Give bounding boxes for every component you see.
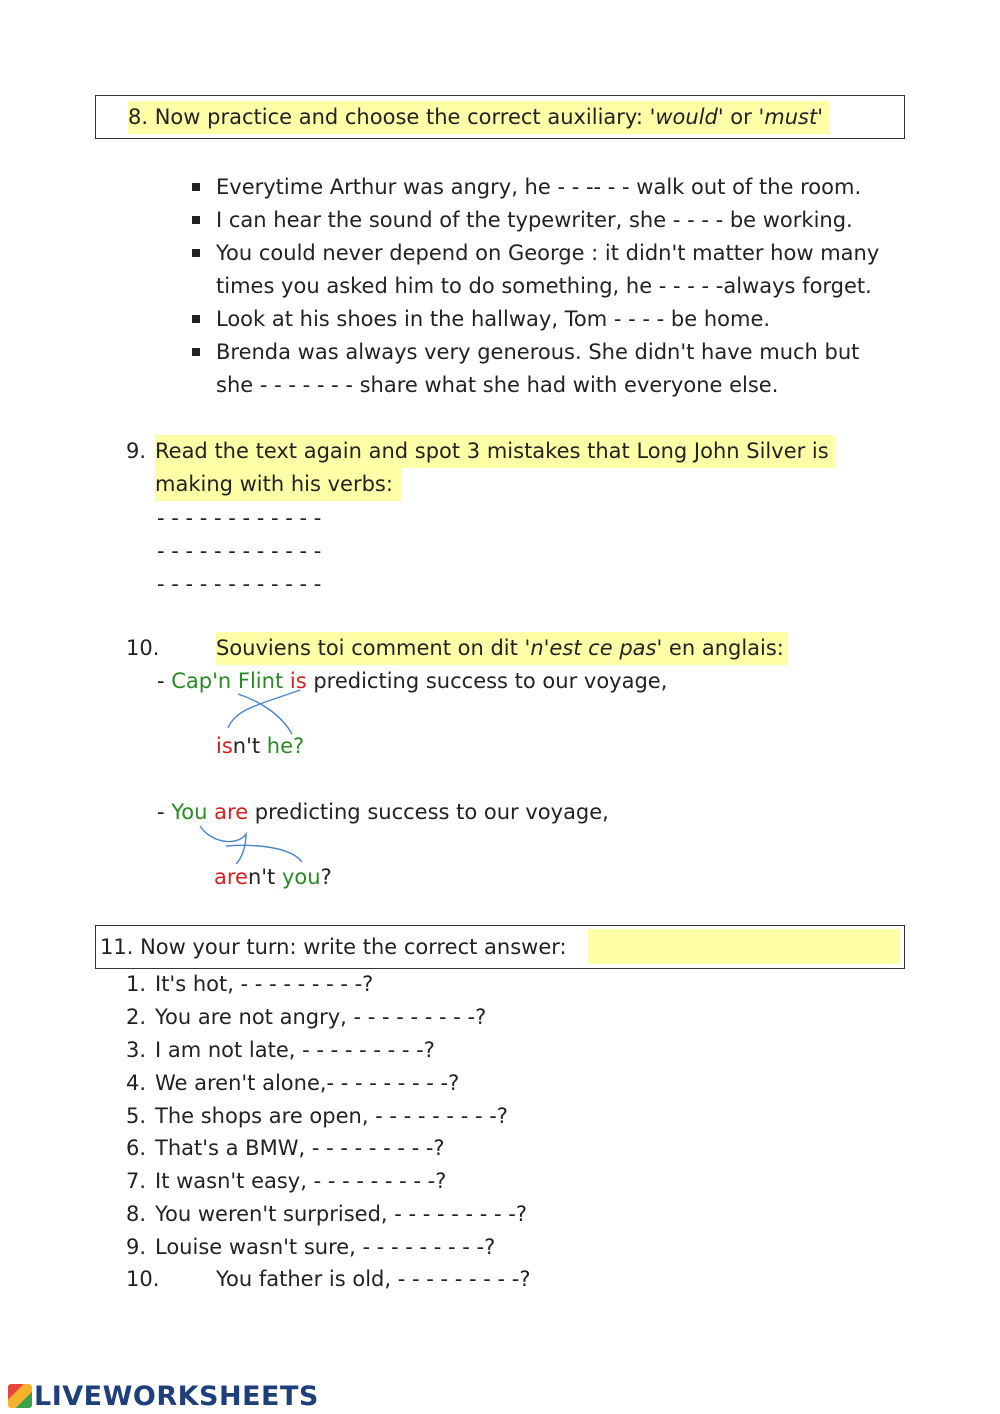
q10-number: 10. (126, 636, 160, 660)
q11-item-number: 5. (126, 1104, 147, 1128)
q11-item[interactable]: It wasn't easy, - - - - - - - - -? (155, 1169, 447, 1193)
tag-2-neg: n't (247, 865, 282, 889)
example-2-verb: are (214, 800, 249, 824)
q8-bullet-1: Everytime Arthur was angry, he - - -- - - walk out of the room. (216, 175, 862, 199)
q11-item[interactable]: You are not angry, - - - - - - - - -? (155, 1005, 487, 1029)
tag-2-subject: you (281, 865, 321, 889)
q11-item-number: 6. (126, 1136, 147, 1160)
q11-heading: 11. Now your turn: write the correct answer: (100, 935, 567, 959)
q11-item-number: 7. (126, 1169, 147, 1193)
dash: - (157, 800, 172, 824)
q11-item[interactable]: You weren't surprised, - - - - - - - - -? (155, 1202, 528, 1226)
dash: - (157, 669, 172, 693)
q11-item[interactable]: We aren't alone,- - - - - - - - -? (155, 1071, 460, 1095)
q11-item[interactable]: It's hot, - - - - - - - - -? (155, 972, 374, 996)
tag-2-aux: are (214, 865, 248, 889)
example-2-rest: predicting success to our voyage, (248, 800, 609, 824)
q8-bullet-5-line2: she - - - - - - - share what she had with everyone else. (216, 373, 779, 397)
q9-answer-blank-3[interactable]: - - - - - - - - - - - - (157, 572, 322, 596)
q10-heading-post: ' en anglais: (656, 636, 784, 660)
logo-text: LIVEWORKSHEETS (34, 1381, 319, 1412)
liveworksheets-logo[interactable] (8, 1380, 319, 1414)
q11-item-number: 8. (126, 1202, 147, 1226)
q9-answer-blank-2[interactable]: - - - - - - - - - - - - (157, 539, 322, 563)
q9-number: 9. (126, 439, 147, 463)
example-1-rest: predicting success to our voyage, (306, 669, 668, 693)
q11-item[interactable]: I am not late, - - - - - - - - -? (155, 1038, 435, 1062)
example-1-verb: is (289, 669, 307, 693)
arrow-curve (228, 690, 300, 728)
tag-2-question-mark: ? (320, 865, 332, 889)
liveworksheets-logo-icon (8, 1384, 32, 1408)
q11-item-number: 10. (126, 1267, 160, 1291)
q8-bullet-2: I can hear the sound of the typewriter, she - - - - be working. (216, 208, 853, 232)
q8-heading-pre: 8. Now practice and choose the correct auxiliary: ' (128, 105, 656, 129)
q9-answer-blank-1[interactable]: - - - - - - - - - - - - (157, 506, 322, 530)
q8-heading-must: must (764, 105, 818, 129)
q8-bullet-4: Look at his shoes in the hallway, Tom - - - - be home. (216, 307, 771, 331)
q11-item[interactable]: That's a BMW, - - - - - - - - -? (155, 1136, 445, 1160)
q8-heading-would: would (655, 105, 718, 129)
tag-1-aux: is (216, 734, 233, 758)
q8-bullet-3-line1: You could never depend on George : it didn't matter how many (216, 241, 880, 265)
q11-item-number: 4. (126, 1071, 147, 1095)
q11-item[interactable]: The shops are open, - - - - - - - - -? (155, 1104, 508, 1128)
example-2-subject: You (171, 800, 208, 824)
q10-heading-pre: Souviens toi comment on dit ' (216, 636, 531, 660)
q11-item-number: 9. (126, 1235, 147, 1259)
q11-item-number: 2. (126, 1005, 147, 1029)
q8-heading-post: ' (817, 105, 823, 129)
q9-line-1: Read the text again and spot 3 mistakes that Long John Silver is (155, 435, 835, 468)
q9-line-2: making with his verbs: (155, 468, 401, 501)
q11-item-number: 1. (126, 972, 147, 996)
q11-header-highlight (588, 929, 900, 964)
arrow-curve (226, 845, 302, 862)
tag-1-neg: n't (232, 734, 267, 758)
q11-item-number: 3. (126, 1038, 147, 1062)
q11-item[interactable]: Louise wasn't sure, - - - - - - - - -? (155, 1235, 496, 1259)
tag-1-subject: he? (266, 734, 305, 758)
q8-bullet-3-line2: times you asked him to do something, he - - - - -always forget. (216, 274, 872, 298)
example-1-subject: Cap'n Flint (171, 669, 284, 693)
q11-item[interactable]: You father is old, - - - - - - - - -? (216, 1267, 531, 1291)
arrow-curve (238, 694, 292, 734)
q10-heading-italic: n'est ce pas (530, 636, 657, 660)
q8-heading-mid: ' or ' (717, 105, 765, 129)
q8-bullet-5-line1: Brenda was always very generous. She didn't have much but (216, 340, 860, 364)
